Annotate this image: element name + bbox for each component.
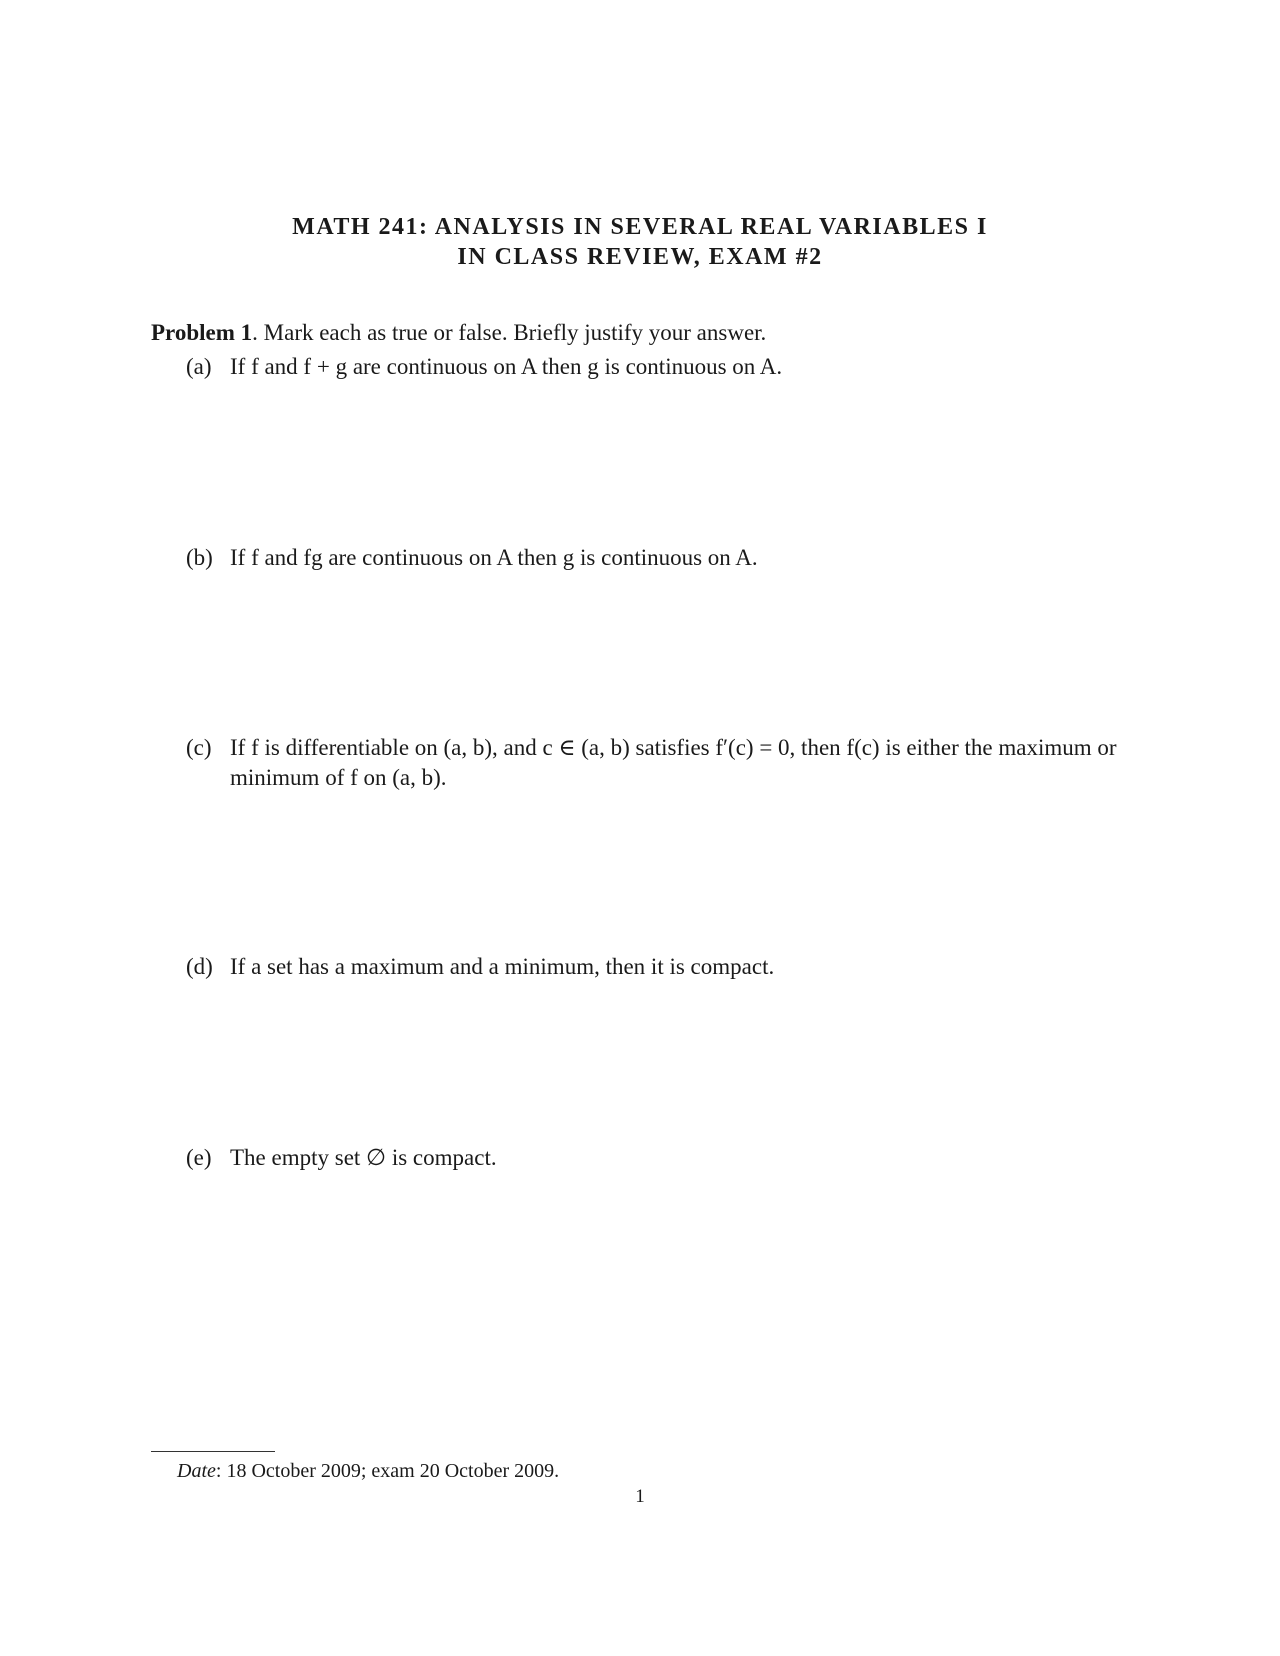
item-label: (d)	[186, 954, 213, 979]
item-label: (a)	[186, 354, 212, 379]
footnote-label: Date	[177, 1460, 216, 1482]
footnote-text: : 18 October 2009; exam 20 October 2009.	[215, 1460, 560, 1482]
problem-label: Problem 1	[151, 320, 253, 345]
question-item-c	[186, 733, 1126, 793]
question-item-d	[186, 952, 774, 982]
item-label: (c)	[186, 735, 212, 760]
problem-heading	[151, 318, 766, 348]
item-text: If f and fg are continuous on A then g is continuous on A.	[230, 545, 758, 570]
title-line-1: MATH 241: ANALYSIS IN SEVERAL REAL VARIABLES I	[292, 214, 988, 240]
item-text: If f is differentiable on (a, b), and c ∈ (a, b) satisfies f′(c) = 0, then f(c) is either the maximum or minimum of f on (a, b).	[230, 735, 1117, 790]
question-item-a	[186, 352, 782, 382]
item-text: The empty set ∅ is compact.	[230, 1145, 497, 1170]
item-label: (e)	[186, 1145, 212, 1170]
item-label: (b)	[186, 545, 213, 570]
question-item-b	[186, 543, 758, 573]
page-number: 1	[635, 1486, 645, 1507]
title-line-2: IN CLASS REVIEW, EXAM #2	[457, 244, 823, 270]
problem-instructions: . Mark each as true or false. Briefly justify your answer.	[252, 320, 767, 345]
item-text: If a set has a maximum and a minimum, then it is compact.	[230, 954, 775, 979]
question-item-e	[186, 1143, 497, 1173]
footnote-divider	[151, 1451, 275, 1452]
item-text: If f and f + g are continuous on A then g is continuous on A.	[230, 354, 783, 379]
